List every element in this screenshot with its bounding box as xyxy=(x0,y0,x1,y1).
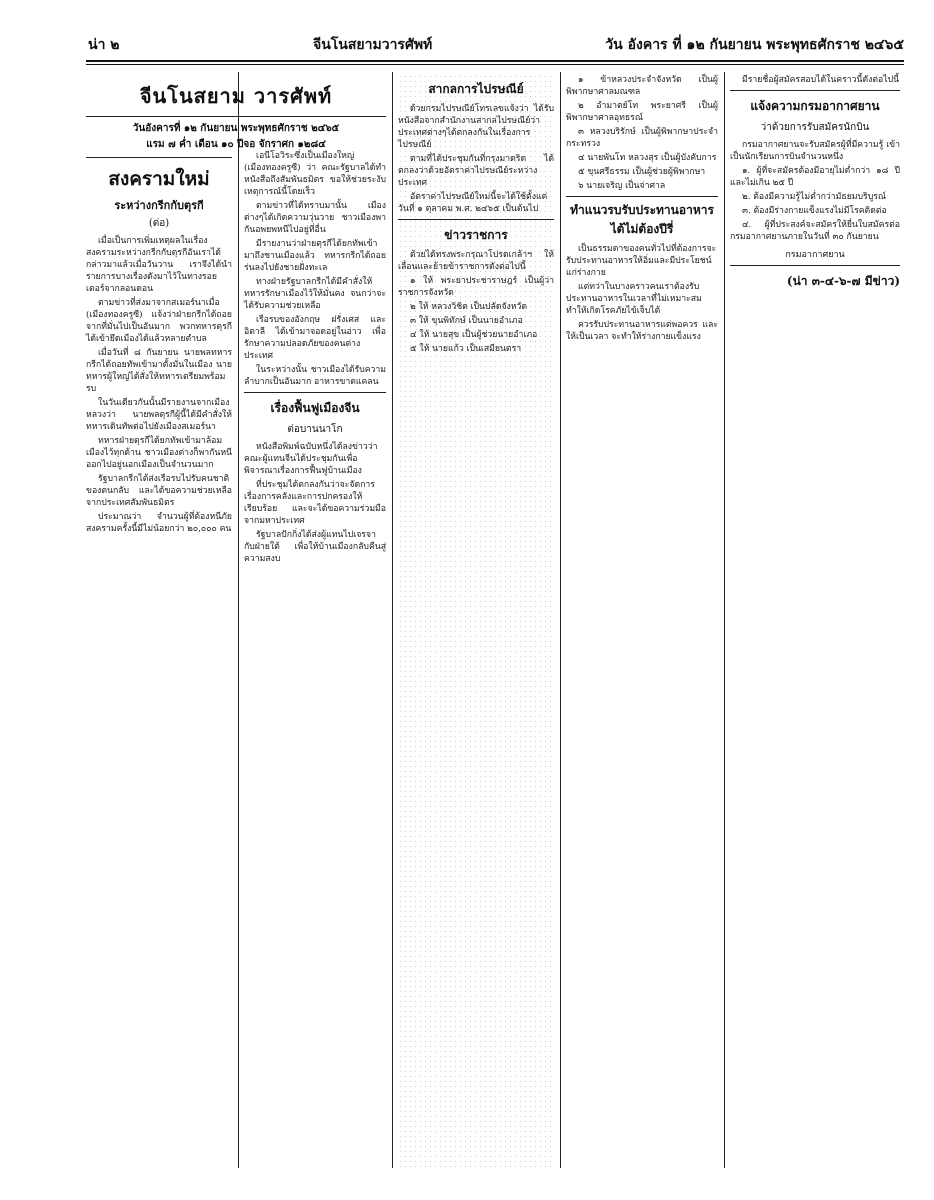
article-paragraph: ในระหว่างนั้น ชาวเมืองได้รับความลำบากเป็นอันมาก อาหารขาดแคลน xyxy=(244,365,386,387)
article-subheading: ต่อบานนาโก xyxy=(287,424,343,435)
column-3 xyxy=(398,74,554,1168)
article-paragraph: ๔. ผู้ที่ประสงค์จะสมัครให้ยื่นใบสมัครต่อกรมอากาศยานภายในวันที่ ๓๐ กันยายน xyxy=(730,220,900,242)
article-paragraph: มีรายชื่อผู้สมัครสอบได้ในคราวนี้ดังต่อไปนี้ xyxy=(742,75,900,85)
paper-name: จีนโนสยามวารศัพท์ xyxy=(313,37,433,53)
article-paragraph: ๕ ขุนศรีธรรม เป็นผู้ช่วยผู้พิพากษา xyxy=(578,167,706,177)
article-paragraph: ๒ ให้ หลวงวิชิต เป็นปลัดจังหวัด xyxy=(410,302,528,312)
article-paragraph: ด้วยกรมไปรษณีย์โทรเลขแจ้งว่า ได้รับหนังสือจากสำนักงานสากลไปรษณีย์ว่า ประเทศต่างๆได้ตกลงกันในเรื่องการไปรษณีย์ xyxy=(398,104,554,150)
article-heading: ทำแนวรบรับประทานอาหารไต้ไม่ต้องปีรี่ xyxy=(570,203,714,236)
article-paragraph: ๓ หลวงบริรักษ์ เป็นผู้พิพากษาประจำกระทรวง xyxy=(566,127,718,149)
article-heading: แจ้งความกรมอากาศยาน xyxy=(750,99,880,113)
divider xyxy=(730,90,900,91)
page-number: น่า ๒ xyxy=(88,37,120,53)
signature: กรมอากาศยาน xyxy=(785,250,845,260)
running-header xyxy=(88,34,904,58)
article-paragraph: อัตราค่าไปรษณีย์ใหม่นี้จะได้ใช้ตั้งแต่วันที่ ๑ ตุลาคม พ.ศ. ๒๔๖๕ เป็นต้นไป xyxy=(398,192,548,214)
article-paragraph: ตามที่ได้ประชุมกันที่กรุงมาดริด ได้ตกลงว่าด้วยอัตราค่าไปรษณีย์ระหว่างประเทศ xyxy=(398,154,554,188)
article-paragraph: เรือรบของอังกฤษ ฝรั่งเศส และอิตาลี ได้เข้ามาจอดอยู่ในอ่าว เพื่อรักษาความปลอดภัยของคนต่างประเทศ xyxy=(244,315,386,361)
continued-footer-note: (น่า ๓-๔-๖-๗ มีข่าว) xyxy=(786,274,900,288)
article-paragraph: ตามข่าวที่ได้ทราบมานั้น เมืองต่างๆได้เกิดความวุ่นวาย ชาวเมืองพากันอพยพหนีไปอยู่ที่อื่น xyxy=(244,201,386,235)
article-heading: ข่าวราชการ xyxy=(444,228,508,242)
column-4 xyxy=(566,74,718,1168)
divider xyxy=(86,116,386,117)
article-paragraph: เป็นธรรมดาของคนทั่วไปที่ต้องการจะรับประทานอาหารให้อิ่มและมีประโยชน์แก่ร่างกาย xyxy=(566,244,717,278)
article-paragraph: ๕ ให้ นายแก้ว เป็นเสมียนตรา xyxy=(410,344,522,354)
header-rule xyxy=(86,60,904,62)
article-paragraph: ด้วยได้ทรงพระกรุณาโปรดเกล้าฯ ให้เลื่อนและย้ายข้าราชการดังต่อไปนี้ xyxy=(398,250,554,272)
divider xyxy=(244,392,386,393)
article-paragraph: ๖ นายเจริญ เป็นจ่าศาล xyxy=(578,181,666,191)
article-paragraph: ตามข่าวที่ส่งมาจากสเมอร์นาเมื่อ (เมืองทองครูซี) แจ้งว่าฝ่ายกรีกได้ถอยจากที่มั่นไปเป็นอันมาก พวกทหารตุรกีได้เข้ายึดเมืองได้แล้วหลายตำบล xyxy=(86,298,232,344)
article-paragraph: ๔ ให้ นายสุข เป็นผู้ช่วยนายอำเภอ xyxy=(410,330,538,340)
article-paragraph: เมื่อวันที่ ๘ กันยายน นายพลทหารกรีกได้ถอยทัพเข้ามาตั้งมั่นในเมือง นายทหารผู้ใหญ่ได้สั่งให้ทหารเตรียมพร้อมรบ xyxy=(86,348,232,394)
column-divider xyxy=(560,72,561,1168)
continued-note: (ต่อ) xyxy=(148,218,170,229)
article-paragraph: ๑. ผู้ที่จะสมัครต้องมีอายุไม่ต่ำกว่า ๑๘ ปี และไม่เกิน ๒๕ ปี xyxy=(730,166,900,188)
article-paragraph: ที่ประชุมได้ตกลงกันว่าจะจัดการเรื่องการคลังและการปกครองให้เรียบร้อย และจะได้ขอความร่วมมือจากมหาประเทศ xyxy=(244,480,386,526)
article-paragraph: ประมาณว่า จำนวนผู้ที่ต้องหนีภัยสงครามครั้งนี้มีไม่น้อยกว่า ๒๐,๐๐๐ คน xyxy=(86,512,232,534)
divider xyxy=(730,265,900,266)
article-paragraph: ๑ ให้ พระยาประชาราษฎร์ เป็นผู้ว่าราชการจังหวัด xyxy=(398,276,554,298)
article-paragraph: ๑ ข้าหลวงประจำจังหวัด เป็นผู้พิพากษาศาลมณฑล xyxy=(566,75,718,97)
divider xyxy=(86,157,232,158)
masthead-date-1: วันอังคารที่ ๑๒ กันยายน พระพุทธศักราช ๒๔๖๕ xyxy=(132,123,340,134)
article-paragraph: ๔ นายพันโท หลวงสุร เป็นผู้บังคับการ xyxy=(578,153,717,163)
article-paragraph: ทหารฝ่ายตุรกีได้ยกทัพเข้ามาล้อมเมืองไว้ทุกด้าน ชาวเมืองต่างก็พากันหนีออกไปอยู่นอกเมืองเป็นจำนวนมาก xyxy=(86,436,232,470)
article-paragraph: แต่ทว่าในบางคราวคนเราต้องรับประทานอาหารในเวลาที่ไม่เหมาะสม ทำให้เกิดโรคภัยไข้เจ็บได้ xyxy=(566,282,702,316)
article-paragraph: รัฐบาลปักกิ่งได้ส่งผู้แทนไปเจรจากับฝ่ายใต้ เพื่อให้บ้านเมืองกลับคืนสู่ความสงบ xyxy=(244,530,386,564)
article-paragraph: ๒. ต้องมีความรู้ไม่ต่ำกว่ามัธยมบริบูรณ์ xyxy=(742,192,886,202)
column-5 xyxy=(730,74,900,1168)
article-paragraph: เอนีโอวิระซึ่งเป็นเมืองใหญ่ (เมืองทองครูซี) ว่า คณะรัฐบาลได้ทำหนังสือถึงสัมพันธมิตร ขอให้ช่วยระงับเหตุการณ์นี้โดยเร็ว xyxy=(244,151,386,197)
article-heading: สากลการไปรษณีย์ xyxy=(428,82,524,96)
headline-new-war: สงครามใหม่ xyxy=(108,168,210,190)
column-divider xyxy=(238,72,239,1168)
article-paragraph: เมื่อเป็นการเพิ่มเหตุผลในเรื่องสงครามระหว่างกรีกกับตุรกีอันเราได้กล่าวมาแล้วเมื่อวันวาน เราจึงได้นำรายการบางเรื่องดังมาไว้ในทางรอยเตอร์จากลอนดอน xyxy=(86,236,232,294)
column-divider xyxy=(724,72,725,1168)
article-paragraph: หนังสือพิมพ์ฉบับหนึ่งได้ลงข่าวว่า คณะผู้แทนจีนได้ประชุมกันเพื่อพิจารณาเรื่องการฟื้นฟูบ้านเมือง xyxy=(244,442,378,476)
article-paragraph: มีรายงานว่าฝ่ายตุรกีได้ยกทัพเข้ามาถึงชานเมืองแล้ว ทหารกรีกได้ถอยร่นลงไปยังชายฝั่งทะเล xyxy=(244,239,386,273)
article-paragraph: ทางฝ่ายรัฐบาลกรีกได้มีคำสั่งให้ทหารรักษาเมืองไว้ให้มั่นคง จนกว่าจะได้รับความช่วยเหลือ xyxy=(244,277,386,311)
masthead-date-2: แรม ๗ ค่ำ เดือน ๑๐ ปีจอ จักราศก ๑๒๘๔ xyxy=(146,139,326,150)
divider xyxy=(398,219,554,220)
article-heading: เรื่องฟื้นฟูเมืองจีน xyxy=(270,401,360,415)
article-paragraph: ในวันเดียวกันนั้นมีรายงานจากเมืองหลวงว่า นายพลตุรกีผู้นี้ได้มีคำสั่งให้ทหารเดินทัพต่อไปยังเมืองสเมอร์นา xyxy=(86,398,232,432)
divider xyxy=(566,196,718,197)
masthead-title: จีนโนสยาม วารศัพท์ xyxy=(139,84,333,108)
column-2 xyxy=(244,150,386,1168)
article-paragraph: ๒ อำมาตย์โท พระยาศรี เป็นผู้พิพากษาศาลอุทธรณ์ xyxy=(566,101,718,123)
article-paragraph: ๓. ต้องมีร่างกายแข็งแรงไม่มีโรคติดต่อ xyxy=(742,206,887,216)
article-subheading: ว่าด้วยการรับสมัครนักบิน xyxy=(760,122,870,133)
article-paragraph: กรมอากาศยานจะรับสมัครผู้ที่มีความรู้ เข้าเป็นนักเรียนการบินจำนวนหนึ่ง xyxy=(730,140,900,162)
article-paragraph: ๓ ให้ ขุนพิทักษ์ เป็นนายอำเภอ xyxy=(410,316,523,326)
header-date: วัน อังคาร ที่ ๑๒ กันยายน พระพุทธศักราช ๒๔๖๕ xyxy=(605,37,904,53)
article-paragraph: ควรรับประทานอาหารแต่พอควร และให้เป็นเวลา จะทำให้ร่างกายแข็งแรง xyxy=(566,320,718,342)
article-paragraph: รัฐบาลกรีกได้ส่งเรือรบไปรับคนชาติของตนกลับ และได้ขอความช่วยเหลือจากประเทศสัมพันธมิตร xyxy=(86,474,232,508)
column-divider xyxy=(392,72,393,1168)
subheadline: ระหว่างกรีกกับตุรกี xyxy=(114,199,204,212)
header-rule-thin xyxy=(86,64,904,65)
